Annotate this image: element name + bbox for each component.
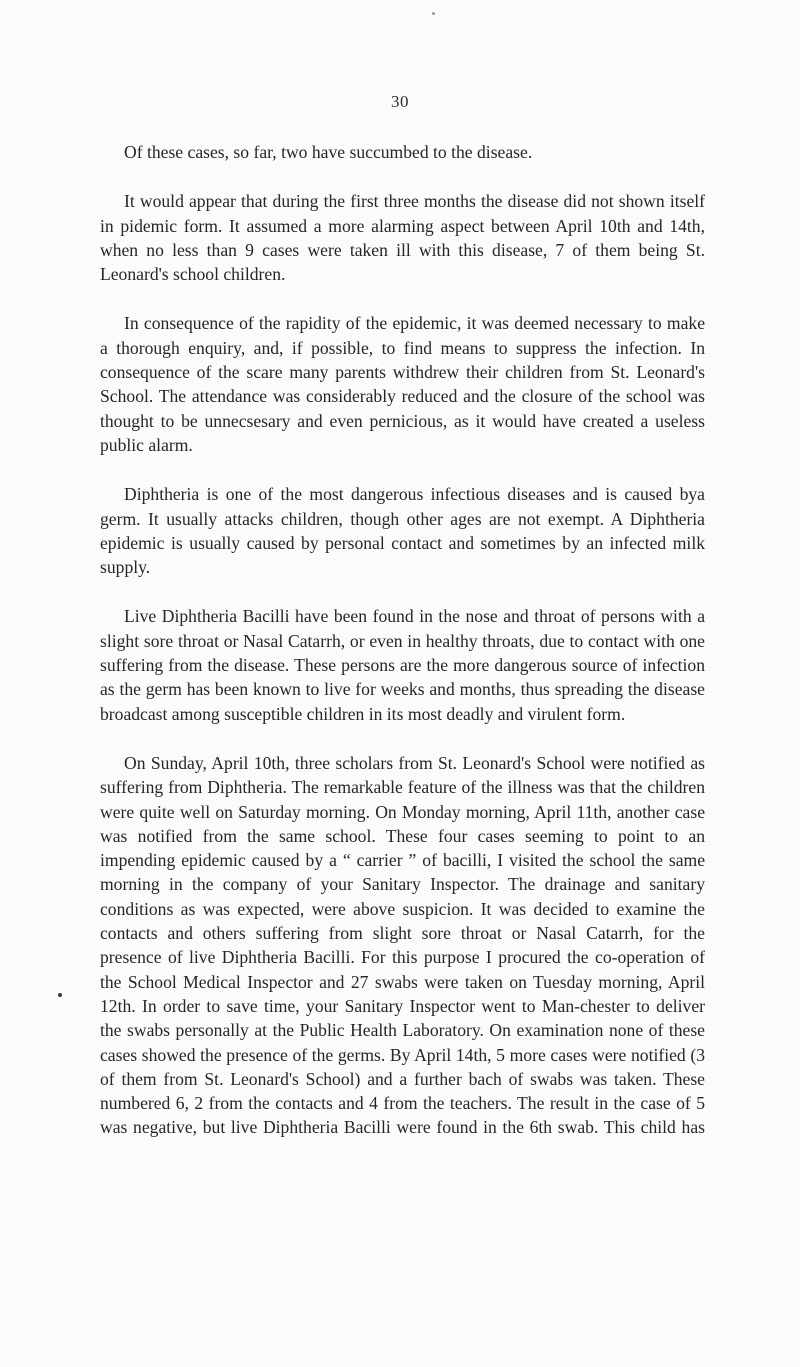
page-number: 30	[391, 92, 409, 111]
paragraph: Of these cases, so far, two have succumbed to the disease.	[124, 142, 533, 162]
scan-speck	[58, 993, 62, 997]
body-text	[100, 140, 705, 1140]
scan-speck	[432, 12, 435, 15]
paragraph: In consequence of the rapidity of the epidemic, it was deemed necessary to make a thorough enquiry, and, if possible, to find means to suppress the infection. In consequence of the scare many parents withdrew their children from St. Leonard's School. The attendance was considerably reduced and the closure of the school was thought to be unnecsesary and even pernicious, as it would have created a useless public alarm.	[100, 313, 705, 455]
paragraph: On Sunday, April 10th, three scholars from St. Leonard's School were notified as suffering from Diphtheria. The remarkable feature of the illness was that the children were quite well on Saturday morning. On Monday morning, April 11th, another case was notified from the same school. These four cases seeming to point to an impending epidemic caused by a “ carrier ” of bacilli, I visited the school the same morning in the company of your Sanitary Inspector. The drainage and sanitary conditions as was expected, were above suspicion. It was decided to examine the contacts and others suffering from slight sore throat or Nasal Catarrh, for the presence of live Diphtheria Bacilli. For this purpose I procured the co-operation of the School Medical Inspector and 27 swabs were taken on Tuesday morning, April 12th. In order to save time, your Sanitary Inspector went to Man-chester to deliver the swabs personally at the Public Health Laboratory. On examination none of these cases showed the presence of the germs. By April 14th, 5 more cases were notified (3 of them from St. Leonard's School) and a further bach of swabs was taken. These numbered 6, 2 from the contacts and 4 from the teachers. The result in the case of 5 was negative, but live Diphtheria Bacilli were found in the 6th swab. This child has	[100, 752, 705, 1138]
paragraph: It would appear that during the first three months the disease did not shown itself in pidemic form. It assumed a more alarming aspect between April 10th and 14th, when no less than 9 cases were taken ill with this disease, 7 of them being St. Leonard's school children.	[100, 191, 705, 285]
paragraph: Live Diphtheria Bacilli have been found in the nose and throat of persons with a slight sore throat or Nasal Catarrh, or even in healthy throats, due to contact with one suffering from the disease. These persons are the more dangerous source of infection as the germ has been known to live for weeks and months, thus spreading the disease broadcast among susceptible children in its most deadly and virulent form.	[100, 606, 705, 724]
paragraph: Diphtheria is one of the most dangerous infectious diseases and is caused bya germ. It usually attacks children, though other ages are not exempt. A Diphtheria epidemic is usually caused by personal contact and sometimes by an infected milk supply.	[100, 484, 705, 578]
